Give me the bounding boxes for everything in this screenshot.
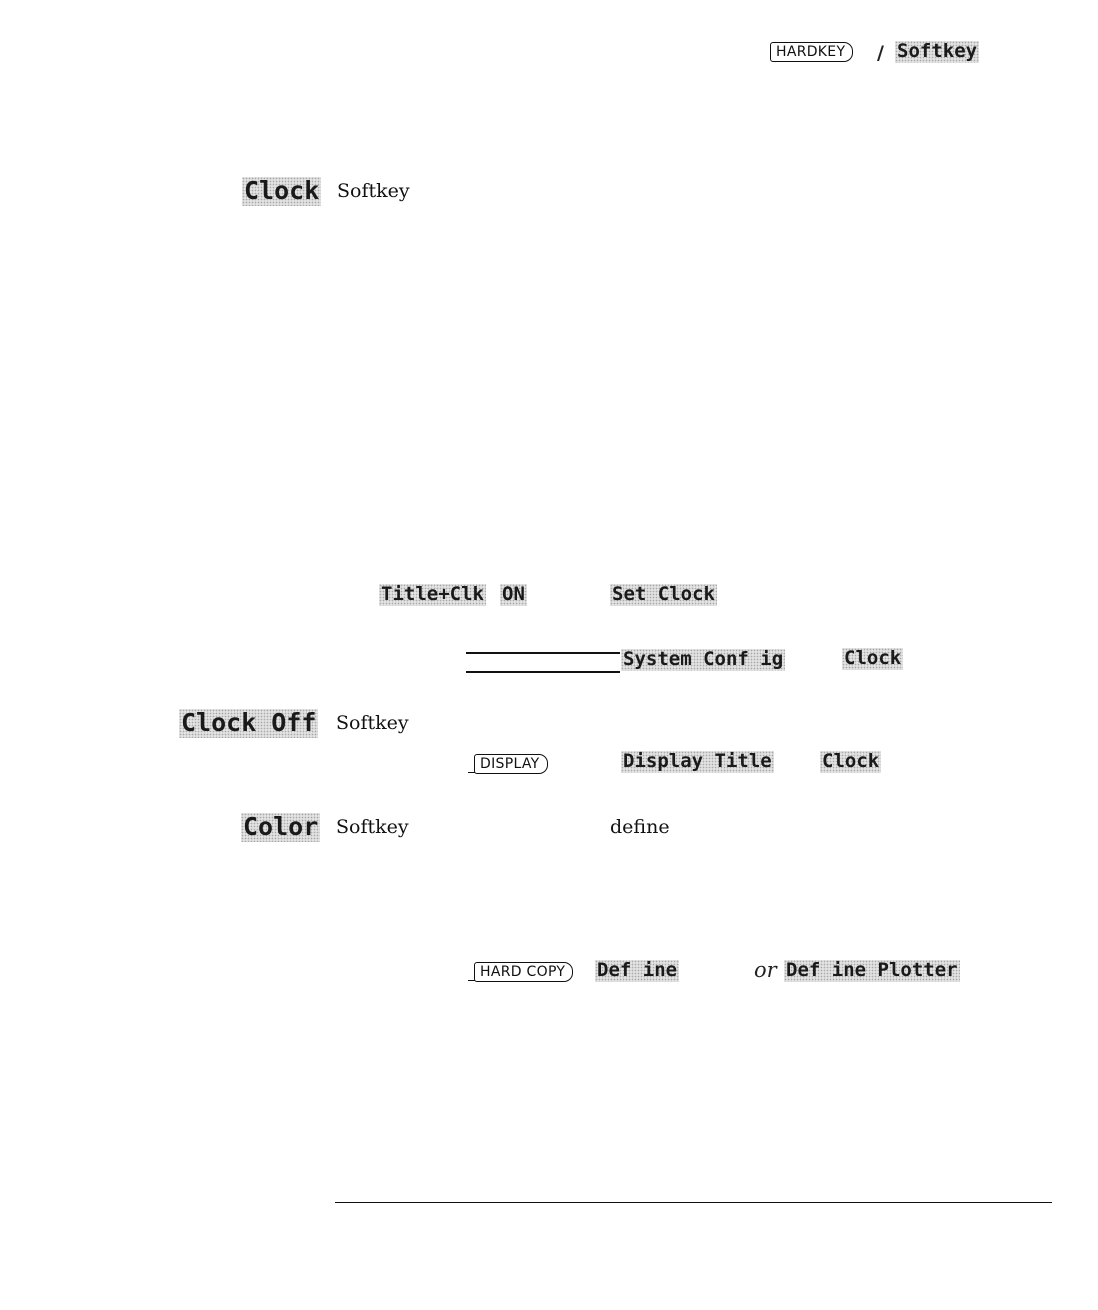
hardkey-hard-copy: HARD COPY: [474, 962, 573, 982]
key-clock-1: Clock: [844, 647, 902, 669]
entry-color-term: Color: [243, 812, 319, 841]
entry-clock-type: Softkey: [337, 180, 410, 202]
key-title-clk: Title+Clk: [381, 583, 484, 605]
entry-color-type: Softkey: [336, 816, 409, 838]
footer-rule: [335, 1202, 1052, 1203]
header-softkey: Softkey: [897, 40, 978, 62]
key-set-clock: Set Clock: [612, 583, 715, 605]
header-hardkey: HARDKEY: [770, 42, 853, 62]
key-define-plotter: Def ine Plotter: [786, 959, 958, 981]
header-separator: /: [877, 42, 884, 64]
key-system-config: System Conf ig: [623, 648, 784, 670]
key-define: Def ine: [597, 959, 678, 981]
key-clock-2: Clock: [822, 750, 880, 772]
key-title-clk-on: ON: [502, 583, 525, 605]
hardkey-display: DISPLAY: [474, 754, 548, 774]
entry-clock-off-type: Softkey: [336, 712, 409, 734]
entry-clock-off-term: Clock Off: [181, 708, 317, 737]
entry-clock-term: Clock: [244, 176, 320, 205]
key-display-title: Display Title: [623, 750, 772, 772]
text-or: or: [754, 958, 777, 982]
entry-color-fragment: define: [610, 816, 670, 838]
rule-bottom: [466, 671, 620, 673]
rule-top: [466, 652, 620, 654]
